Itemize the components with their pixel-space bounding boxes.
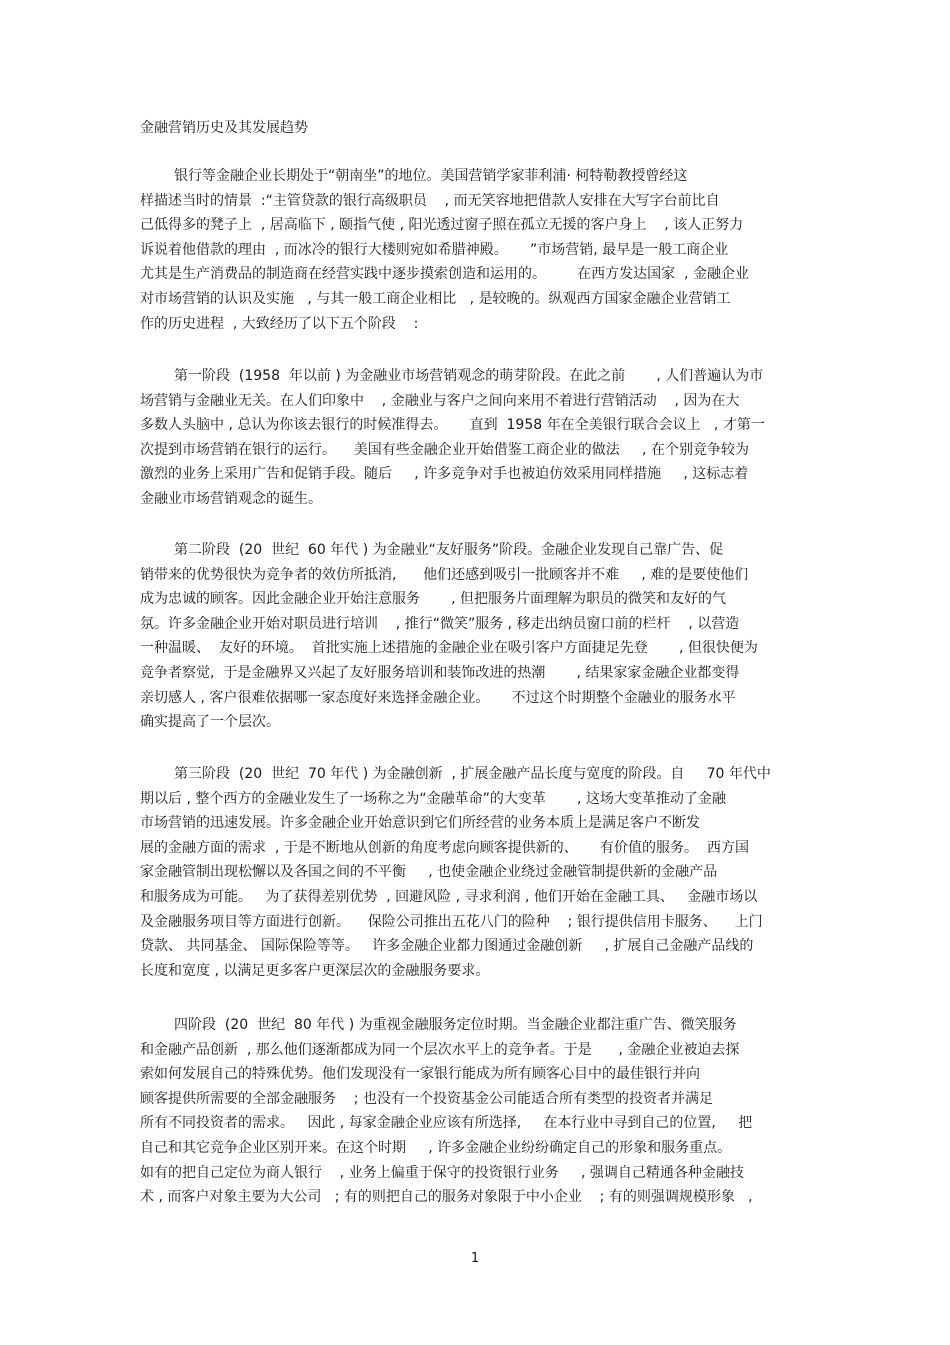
text-line: 氛。许多金融企业开始对职员进行培训 , 推行“微笑”服务 , 移走出纳员窗口前的栏杆 , 以营造 [140,615,740,632]
text-line: 银行等金融企业长期处于“朝南坐”的地位。美国营销学家菲利浦· 柯特勒教授曾经这 [174,168,688,184]
text-line: 对市场营销的认识及实施 , 与其一般工商企业相比 , 是较晚的。纵观西方国家金融企业营销工 [140,290,731,307]
document-title: 金融营销历史及其发展趋势 [140,120,308,136]
text-line: 及金融服务项目等方面进行创新。 保险公司推出五花八门的险种 ; 银行提供信用卡服务、 上门 [140,913,763,930]
text-line: 金融业市场营销观念的诞生。 [140,490,322,507]
text-line: 次提到市场营销在银行的运行。 美国有些金融企业开始借鉴工商企业的做法 , 在个别竞争较为 [140,441,749,458]
text-line: 多数人头脑中 , 总认为你该去银行的时候准得去。 直到 1958 年在全美银行联合会议上 , 才第一 [140,417,765,434]
text-line: 术 , 而客户对象主要为大公司 ; 有的则把自己的服务对象限于中小企业 ; 有的则强调规模形象 , [140,1189,753,1206]
text-line: 作的历史进程 , 大致经历了以下五个阶段 : [140,315,419,332]
text-line: 场营销与金融业无关。在人们印象中 , 金融业与客户之间向来用不着进行营销活动 , 因为在大 [140,392,740,409]
text-line: 己低得多的凳子上 , 居高临下 , 颐指气使 , 阳光透过窗子照在孤立无援的客户身上 , 该人正努力 [140,217,744,234]
text-line: 索如何发展自己的特殊优势。他们发现没有一家银行能成为所有顾客心目中的最佳银行并向 [140,1066,700,1083]
text-line: 贷款、 共同基金、 国际保险等等。 许多金融企业都力图通过金融创新 , 扩展自己金融产品线的 [140,938,754,955]
text-line: 第一阶段 (1958 年以前 ) 为金融业市场营销观念的萌芽阶段。在此之前 , 人们普遍认为市 [174,368,764,384]
text-line: 如有的把自己定位为商人银行 , 业务上偏重于保守的投资银行业务 , 强调自己精通各种金融技 [140,1164,744,1181]
text-line: 成为忠诚的顾客。因此金融企业开始注意服务 , 但把服务片面理解为职员的微笑和友好的气 [140,591,727,608]
text-line: 激烈的业务上采用广告和促销手段。随后 , 许多竞争对手也被迫仿效采用同样措施 , 这标志着 [140,466,749,483]
paragraph-stage-one [140,364,820,512]
text-line: 市场营销的迅速发展。许多金融企业开始意识到它们所经营的业务本质上是满足客户不断发 [140,815,700,832]
text-line: 确实提高了一个层次。 [140,714,280,731]
text-line: 尤其是生产消费品的制造商在经营实践中逐步摸索创造和运用的。 在西方发达国家 , 金融企业 [140,266,749,283]
text-line: 竞争者察觉, 于是金融界又兴起了友好服务培训和装饰改进的热潮 , 结果家家金融企业都变得 [140,664,740,681]
text-line: 长度和宽度 , 以满足更多客户更深层次的金融服务要求。 [140,962,490,979]
text-line: 顾客提供所需要的全部金融服务 ; 也没有一个投资基金公司能适合所有类型的投资者并满足 [140,1090,713,1107]
paragraph-stage-four [140,1013,820,1210]
text-line: 展的金融方面的需求 , 于是不断地从创新的角度考虑向顾客提供新的、 有价值的服务。 西方国 [140,839,749,856]
text-line: 样描述当时的情景 :“主管贷款的银行高级职员 , 而无笑容地把借款人安排在大写字台前比自 [140,192,720,209]
text-line: 诉说着他借款的理由 , 而冰冷的银行大楼则宛如希腊神殿。 ”市场营销, 最早是一般工商企业 [140,241,729,258]
text-line: 第三阶段 (20 世纪 70 年代 ) 为金融创新 , 扩展金融产品长度与宽度的阶段。自 70 年代中 [174,766,771,782]
paragraph-stage-three [140,762,820,983]
text-line: 销带来的优势很快为竞争者的效仿所抵消, 他们还感到吸引一批顾客并不难 , 难的是要使他们 [140,566,749,583]
text-line: 亲切感人 , 客户很难依据哪一家态度好来选择金融企业。 不过这个时期整个金融业的服务水平 [140,689,736,706]
text-line: 和服务成为可能。 为了获得差别优势 , 回避风险 , 寻求利润 , 他们开始在金融工具、 金融市场以 [140,888,758,905]
page-number: 1 [470,1251,480,1266]
text-line: 家金融管制出现松懈以及各国之间的不平衡 , 也使金融企业绕过金融管制提供新的金融产品 [140,864,718,881]
text-line: 所有不同投资者的需求。 因此 , 每家金融企业应该有所选择, 在本行业中寻到自己的位置, 把 [140,1115,753,1132]
text-line: 自己和其它竞争企业区别开来。在这个时期 , 许多金融企业纷纷确定自己的形象和服务重点。 [140,1139,732,1156]
text-line: 期以后 , 整个西方的金融业发生了一场称之为“金融革命”的大变革 , 这场大变革推动了金融 [140,790,726,807]
paragraph-stage-two [140,538,820,735]
text-line: 和金融产品创新 , 那么他们逐渐都成为同一个层次水平上的竞争者。于是 , 金融企业被迫去探 [140,1041,740,1058]
text-line: 一种温暖、 友好的环境。 首批实施上述措施的金融企业在吸引客户方面捷足先登 , 但很快便为 [140,640,758,657]
text-line: 四阶段 (20 世纪 80 年代 ) 为重视金融服务定位时期。当金融企业都注重广告、微笑服务 [174,1017,737,1033]
paragraph-intro [140,164,820,336]
text-line: 第二阶段 (20 世纪 60 年代 ) 为金融业“友好服务”阶段。金融企业发现自己靠广告、促 [174,542,724,558]
